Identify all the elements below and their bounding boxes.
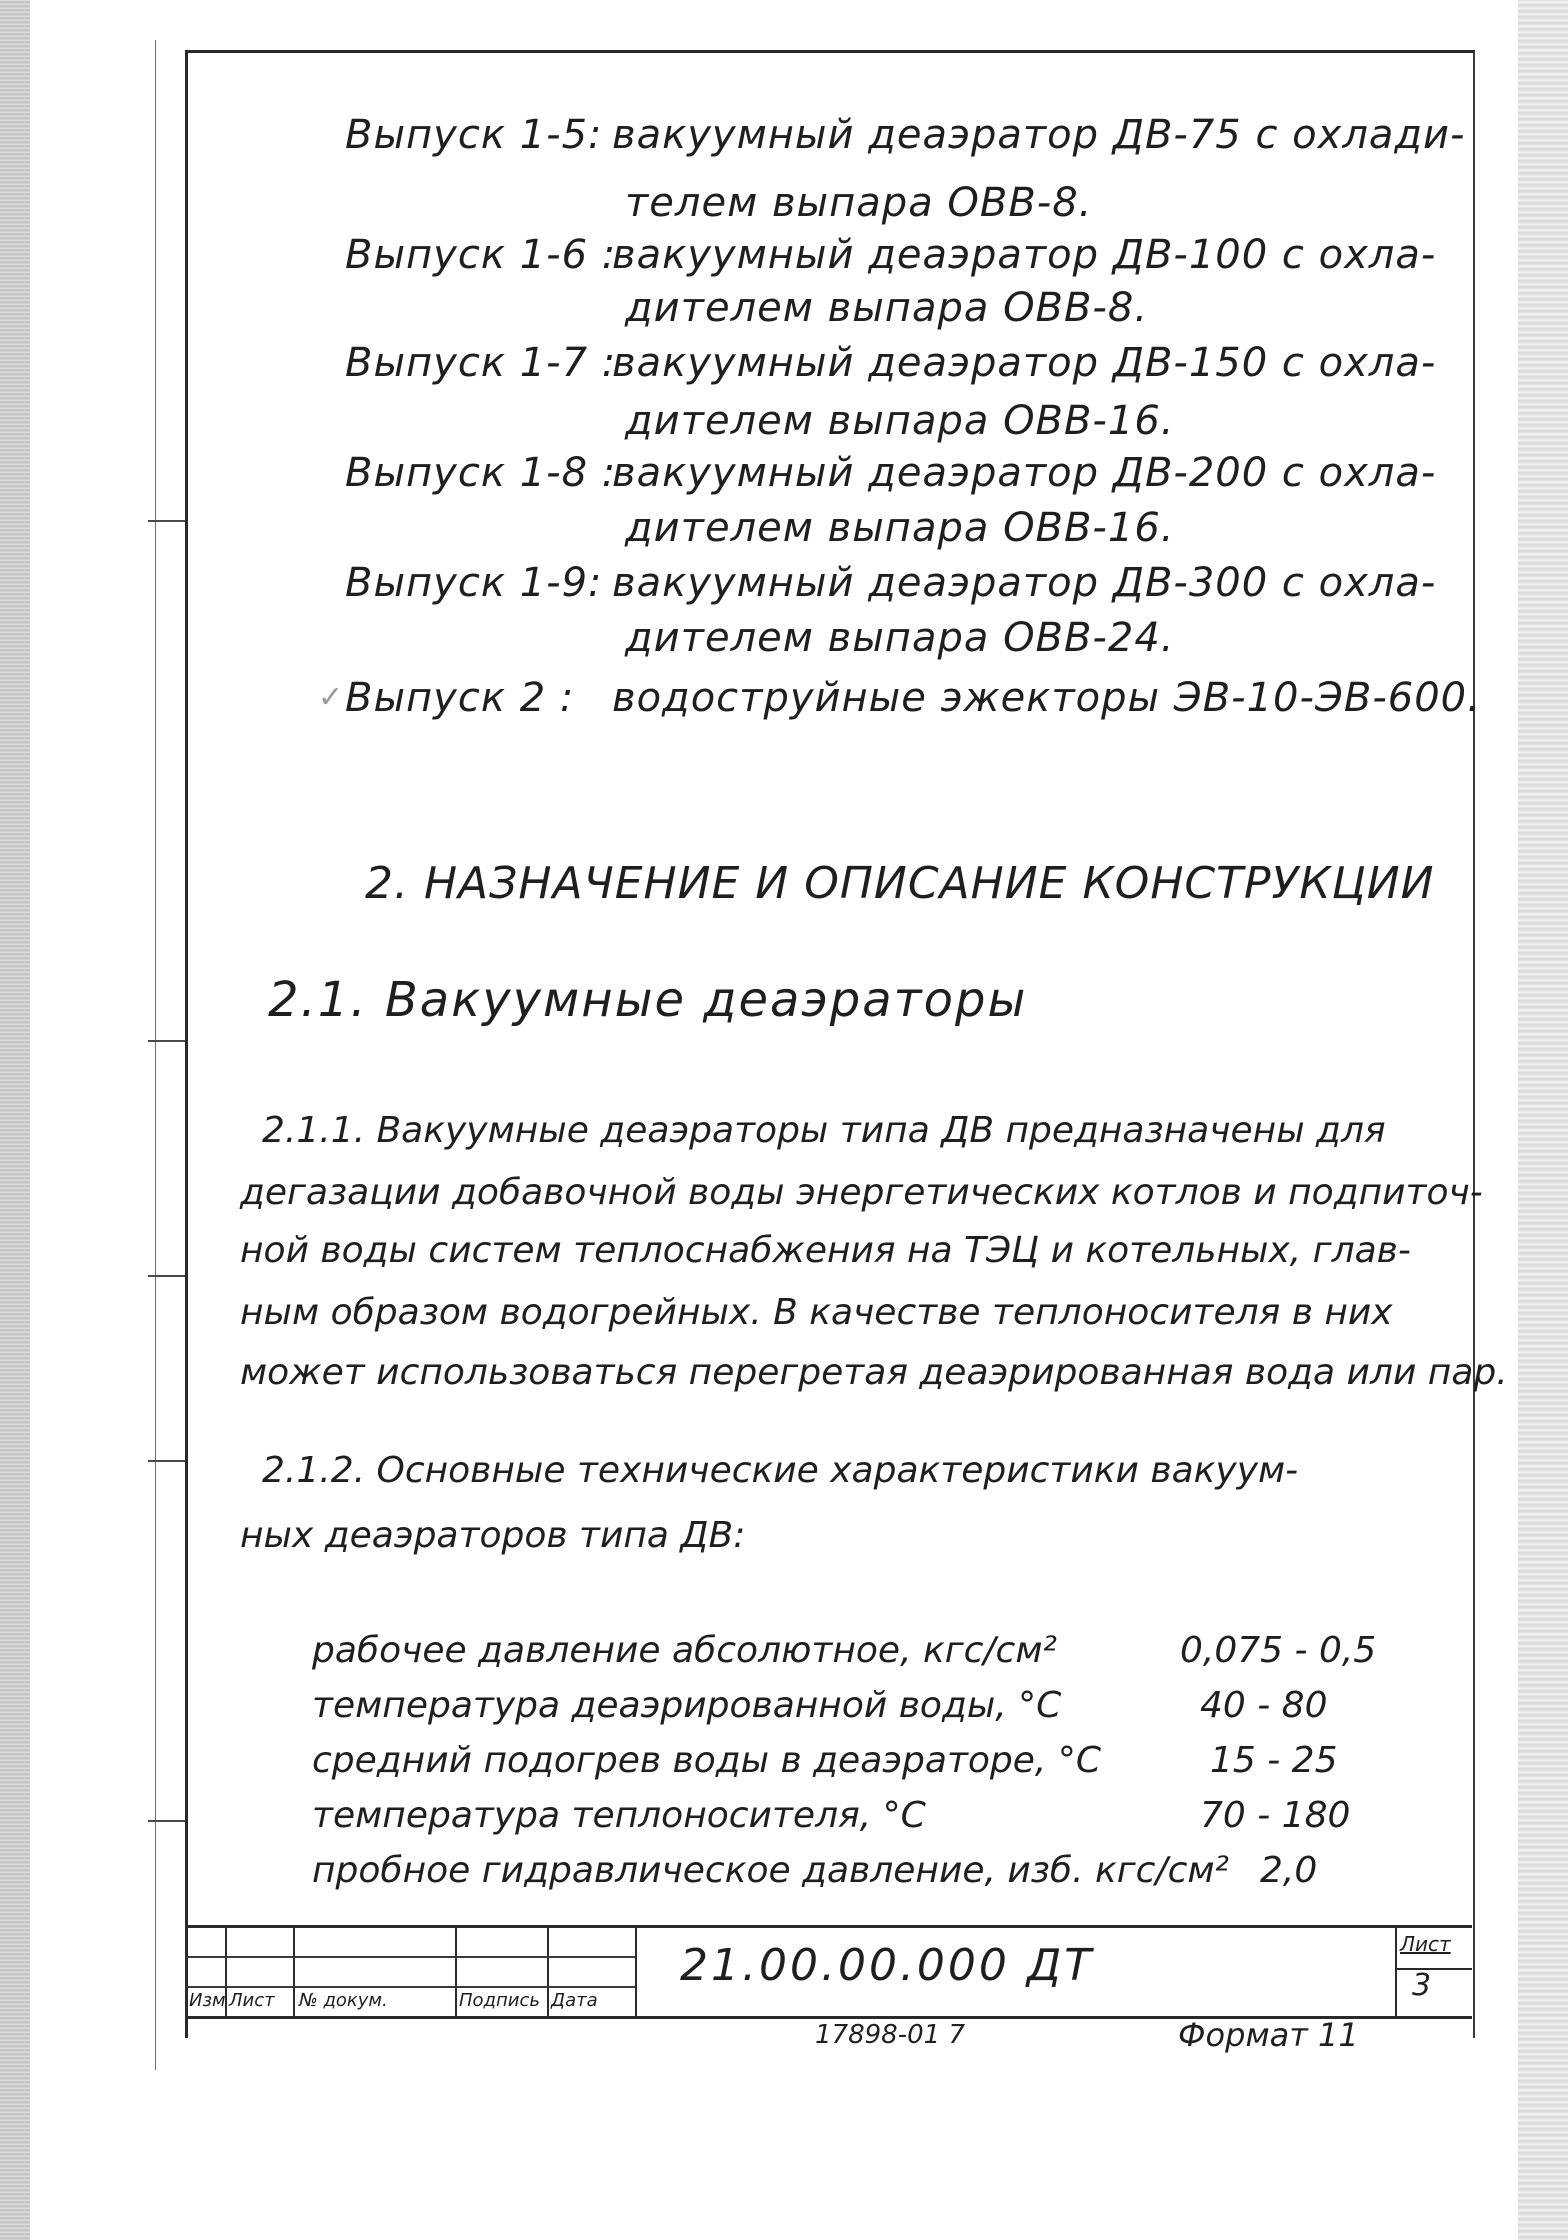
title-block-divider bbox=[1395, 1928, 1397, 2016]
col-docnum: № докум. bbox=[299, 1990, 388, 2011]
release-label: Выпуск 1-7 : bbox=[345, 340, 617, 386]
release-text-continued: дителем выпара ОВВ-16. bbox=[625, 398, 1175, 444]
spec-value: 2,0 bbox=[1260, 1850, 1318, 1891]
spec-value: 15 - 25 bbox=[1210, 1740, 1338, 1781]
release-label: Выпуск 2 : bbox=[345, 675, 575, 721]
release-label: Выпуск 1-5: bbox=[345, 112, 603, 158]
paragraph-line: ных деаэраторов типа ДВ: bbox=[240, 1515, 746, 1556]
footer-format: Формат 11 bbox=[1178, 2016, 1359, 2054]
scan-edge-left bbox=[0, 0, 30, 2240]
paragraph-line: ным образом водогрейных. В качестве теплоносителя в них bbox=[240, 1292, 1393, 1333]
check-mark-icon: ✓ bbox=[318, 680, 344, 715]
spec-label: рабочее давление абсолютное, кгс/см² bbox=[312, 1630, 1057, 1671]
release-text: вакуумный деаэратор ДВ-200 с охла- bbox=[612, 450, 1437, 496]
spec-label: температура теплоносителя, °С bbox=[312, 1795, 926, 1836]
scan-edge-right bbox=[1518, 0, 1568, 2240]
release-text: вакуумный деаэратор ДВ-300 с охла- bbox=[612, 560, 1437, 606]
spec-value: 40 - 80 bbox=[1200, 1685, 1328, 1726]
spec-value: 70 - 180 bbox=[1200, 1795, 1351, 1836]
margin-mark bbox=[148, 1275, 186, 1277]
paragraph-line: 2.1.2. Основные технические характеристики вакуум- bbox=[262, 1450, 1299, 1491]
release-label: Выпуск 1-9: bbox=[345, 560, 603, 606]
section-subheading: 2.1. Вакуумные деаэраторы bbox=[268, 972, 1028, 1028]
binding-line bbox=[155, 40, 156, 2070]
margin-mark bbox=[148, 1820, 186, 1822]
paragraph-line: может использоваться перегретая деаэрированная вода или пар. bbox=[240, 1352, 1508, 1393]
paragraph-line: 2.1.1. Вакуумные деаэраторы типа ДВ предназначены для bbox=[262, 1110, 1386, 1151]
section-heading: 2. НАЗНАЧЕНИЕ И ОПИСАНИЕ КОНСТРУКЦИИ bbox=[365, 858, 1435, 909]
release-text: вакуумный деаэратор ДВ-100 с охла- bbox=[612, 232, 1437, 278]
spec-value: 0,075 - 0,5 bbox=[1180, 1630, 1377, 1671]
margin-mark bbox=[148, 1460, 186, 1462]
release-label: Выпуск 1-6 : bbox=[345, 232, 617, 278]
col-sign: Подпись bbox=[459, 1990, 540, 2011]
col-date: Дата bbox=[551, 1990, 598, 2011]
footer-number: 17898-01 7 bbox=[815, 2020, 965, 2050]
spec-label: пробное гидравлическое давление, изб. кгс/см² bbox=[312, 1850, 1229, 1891]
release-text-continued: телем выпара ОВВ-8. bbox=[625, 180, 1093, 226]
col-list: Лист bbox=[229, 1990, 275, 2011]
release-text: вакуумный деаэратор ДВ-75 с охлади- bbox=[612, 112, 1466, 158]
title-block-divider bbox=[547, 1928, 549, 2016]
release-text: водоструйные эжекторы ЭВ-10-ЭВ-600. bbox=[612, 675, 1481, 721]
spec-label: температура деаэрированной воды, °С bbox=[312, 1685, 1062, 1726]
release-text: вакуумный деаэратор ДВ-150 с охла- bbox=[612, 340, 1437, 386]
title-block-divider bbox=[455, 1928, 457, 2016]
title-block-row-line bbox=[185, 1986, 635, 1988]
title-block-divider bbox=[293, 1928, 295, 2016]
margin-mark bbox=[148, 520, 186, 522]
document-code: 21.00.00.000 ДТ bbox=[680, 1940, 1095, 1991]
release-label: Выпуск 1-8 : bbox=[345, 450, 617, 496]
sheet-number: 3 bbox=[1412, 1968, 1432, 2003]
title-block-row-line bbox=[185, 1956, 635, 1958]
release-text-continued: дителем выпара ОВВ-8. bbox=[625, 285, 1149, 331]
release-text-continued: дителем выпара ОВВ-16. bbox=[625, 505, 1175, 551]
title-block-divider bbox=[635, 1928, 637, 2016]
spec-label: средний подогрев воды в деаэраторе, °С bbox=[312, 1740, 1101, 1781]
release-text-continued: дителем выпара ОВВ-24. bbox=[625, 615, 1175, 661]
paragraph-line: ной воды систем теплоснабжения на ТЭЦ и котельных, глав- bbox=[240, 1230, 1411, 1271]
sheet-cell-divider bbox=[1395, 1968, 1472, 1970]
col-izm: Изм bbox=[189, 1990, 226, 2011]
sheet-label: Лист bbox=[1400, 1932, 1451, 1956]
margin-mark bbox=[148, 1040, 186, 1042]
paragraph-line: дегазации добавочной воды энергетических котлов и подпиточ- bbox=[240, 1172, 1483, 1213]
